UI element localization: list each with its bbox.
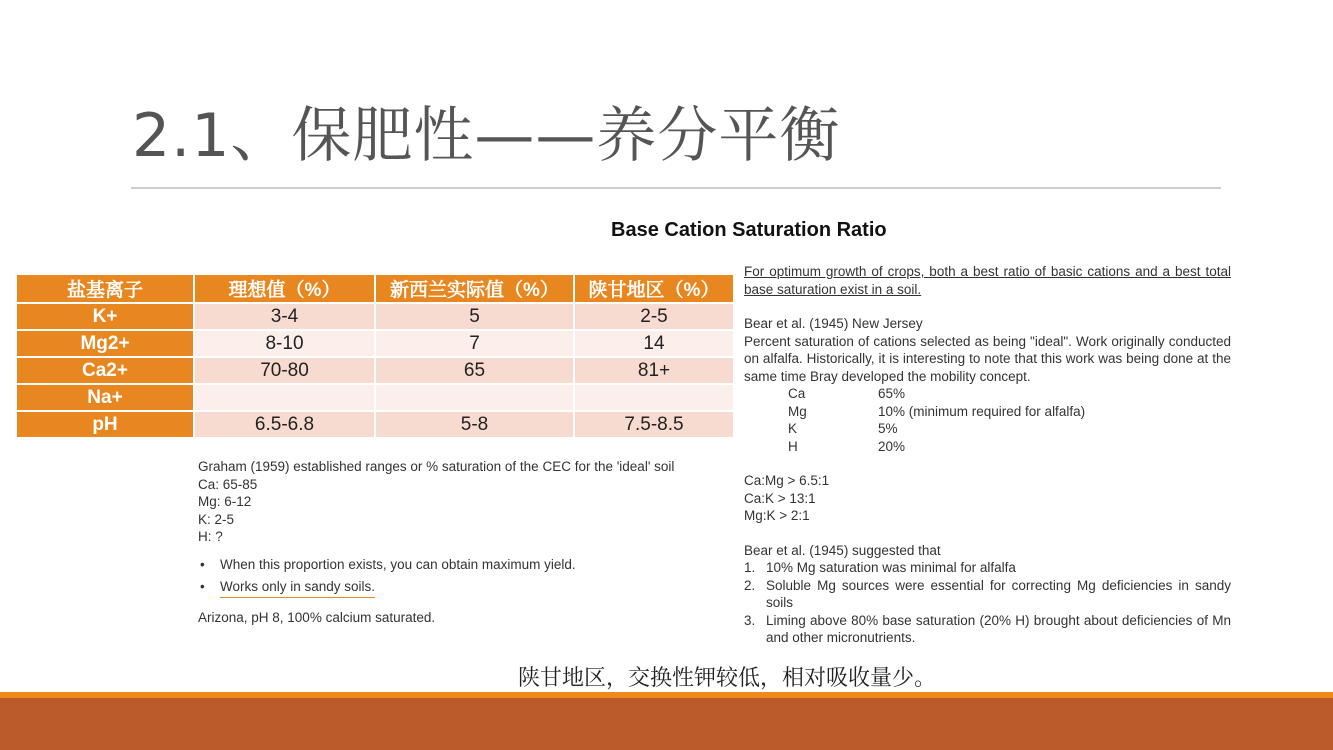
bullet-icon: • [200, 556, 205, 572]
ideal-cation: Ca [788, 386, 806, 401]
table-cell: 8-10 [195, 331, 376, 358]
header-shaangan: 陕甘地区（%） [575, 275, 735, 304]
list-number: 1. [744, 560, 756, 575]
ratio-line: Ca:K > 13:1 [744, 490, 816, 506]
list-text: Soluble Mg sources were essential for correcting Mg deficiencies in sandy soils [766, 577, 1231, 610]
bcs-intro: For optimum growth of crops, both a best ratio of basic cations and a best total base saturation exist in a soil. [744, 264, 1231, 297]
row-label: Na+ [17, 385, 195, 412]
table-cell: 7 [376, 331, 575, 358]
ideal-cation: K [788, 421, 798, 436]
table-cell: 65 [376, 358, 575, 385]
title-divider [131, 187, 1221, 189]
list-number: 2. [744, 577, 756, 593]
row-label: Ca2+ [17, 358, 195, 385]
bear-heading: Bear et al. (1945) New Jersey [744, 316, 923, 331]
table-row [17, 304, 735, 331]
row-label: pH [17, 412, 195, 439]
ratio-line: Ca:Mg > 6.5:1 [744, 473, 830, 488]
ideal-list [744, 385, 1231, 455]
bullet-item [198, 556, 738, 574]
table-cell [575, 385, 735, 412]
header-ideal: 理想值（%） [195, 275, 376, 304]
ideal-cation: H [788, 438, 798, 454]
graham-intro: Graham (1959) established ranges or % saturation of the CEC for the 'ideal' soil [198, 459, 675, 474]
cation-table [17, 275, 735, 439]
table-cell [376, 385, 575, 412]
bullet-text: When this proportion exists, you can obtain maximum yield. [220, 556, 576, 572]
table-cell: 6.5-6.8 [195, 412, 376, 439]
bullet-item [198, 578, 738, 596]
ideal-cation: Mg [788, 403, 807, 419]
graham-range: H: ? [198, 529, 223, 545]
suggestion-list [744, 559, 1231, 647]
footer-bar [0, 698, 1333, 750]
ideal-value: 65% [878, 386, 906, 401]
bcs-block [744, 263, 1231, 647]
ideal-value: 5% [878, 421, 898, 436]
list-item [744, 612, 1231, 647]
table-header-row [17, 275, 735, 304]
table-cell: 14 [575, 331, 735, 358]
suggested-heading: Bear et al. (1945) suggested that [744, 542, 941, 558]
table-row [17, 358, 735, 385]
ideal-value: 10% (minimum required for alfalfa) [878, 403, 1086, 419]
table-row [17, 385, 735, 412]
table-row [17, 412, 735, 439]
bear-text: Percent saturation of cations selected as being "ideal". Work originally conducted on alfalfa. Historically, it is interesting to note that this work was being done at the same time Bray developed the mobility concept. [744, 333, 1231, 384]
table-cell [195, 385, 376, 412]
list-number: 3. [744, 612, 756, 628]
table-cell: 70-80 [195, 358, 376, 385]
bullet-text-underlined: Works only in sandy soils. [220, 579, 375, 598]
bullet-icon: • [200, 578, 205, 594]
slide-title: 2.1、保肥性——养分平衡 [132, 101, 841, 171]
arizona-note: Arizona, pH 8, 100% calcium saturated. [198, 610, 436, 626]
graham-range: Ca: 65-85 [198, 476, 258, 492]
list-text: 10% Mg saturation was minimal for alfalfa [766, 560, 1016, 575]
table-cell: 81+ [575, 358, 735, 385]
table-cell: 5-8 [376, 412, 575, 439]
graham-block [198, 458, 738, 627]
table-cell: 3-4 [195, 304, 376, 331]
ratio-line: Mg:K > 2:1 [744, 508, 810, 523]
graham-range: K: 2-5 [198, 511, 235, 527]
row-label: Mg2+ [17, 331, 195, 358]
header-nz: 新西兰实际值（%） [376, 275, 575, 304]
list-item [744, 559, 1231, 577]
list-text: Liming above 80% base saturation (20% H) brought about deficiencies of Mn and other micronutrients. [766, 612, 1231, 645]
row-label: K+ [17, 304, 195, 331]
graham-bullets [198, 556, 738, 595]
table-cell: 2-5 [575, 304, 735, 331]
graham-range: Mg: 6-12 [198, 494, 252, 510]
summary-note: 陕甘地区，交换性钾较低，相对吸收量少。 [518, 666, 937, 691]
ideal-value: 20% [878, 438, 906, 454]
bcs-title: Base Cation Saturation Ratio [611, 219, 887, 241]
list-item [744, 577, 1231, 612]
table-row [17, 331, 735, 358]
table-cell: 5 [376, 304, 575, 331]
table-cell: 7.5-8.5 [575, 412, 735, 439]
header-cation: 盐基离子 [17, 275, 195, 304]
